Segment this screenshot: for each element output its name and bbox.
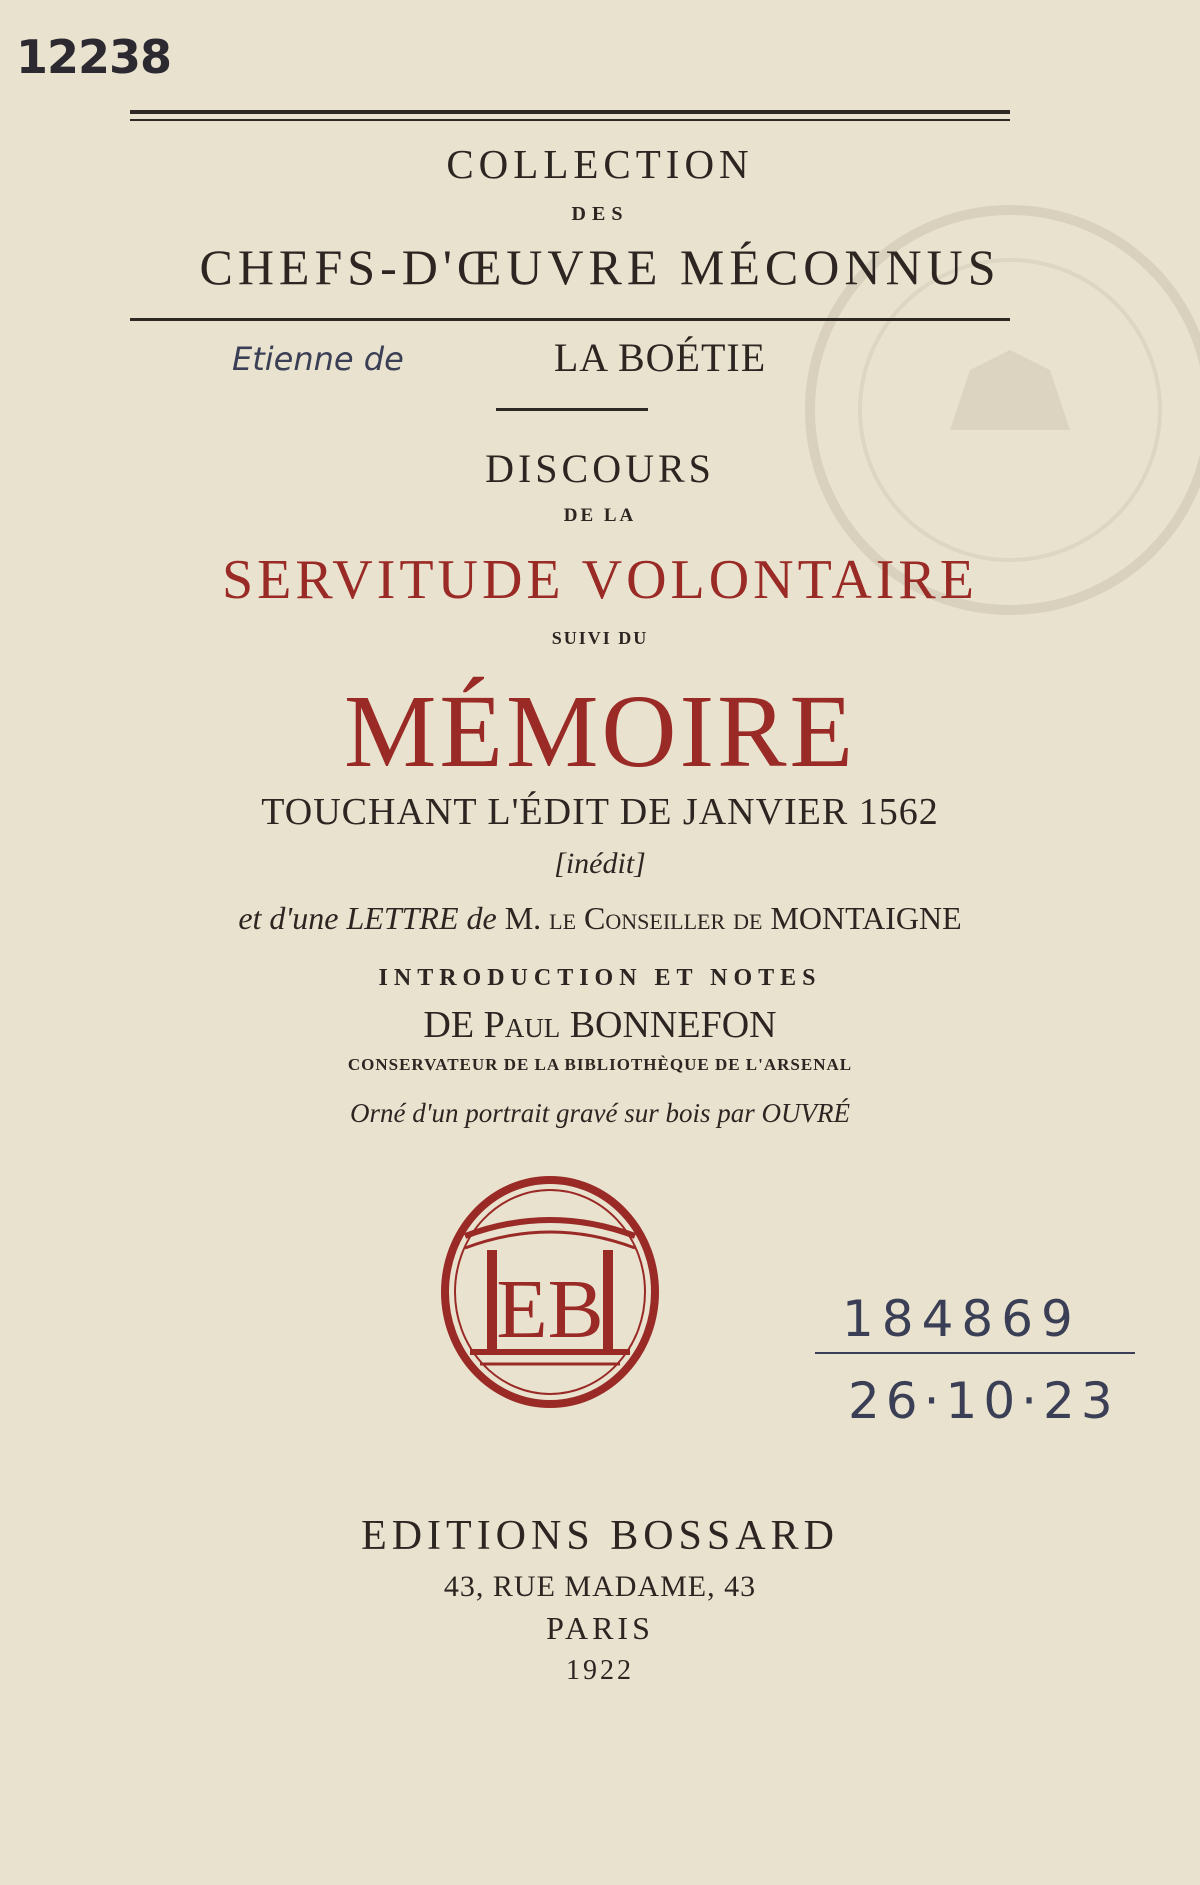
memoire-title: MÉMOIRE [343, 674, 857, 789]
letter-line-part-3: de [458, 900, 505, 936]
handwritten-call-number: 12238 [16, 30, 172, 84]
author-name: LA BOÉTIE [553, 335, 767, 380]
editor-firstname: Paul [483, 1004, 561, 1046]
collection-label: COLLECTION [446, 141, 754, 187]
editor-role: CONSERVATEUR DE LA BIBLIOTHÈQUE DE L'ARSENAL [347, 1055, 853, 1074]
introduction-line: INTRODUCTION ET NOTES [378, 965, 822, 991]
de-la-label: DE LA [563, 505, 637, 526]
top-double-rule-thin [130, 119, 1010, 121]
emblem-monogram: EB [496, 1263, 604, 1356]
suivi-du-label: SUIVI DU [551, 628, 649, 648]
main-title: SERVITUDE VOLONTAIRE [222, 549, 978, 611]
inedit-note: [inédit] [554, 847, 646, 880]
letter-line [0, 900, 1200, 937]
handwritten-rule [815, 1352, 1135, 1354]
handwritten-acquisition-date: 26·10·23 [848, 1372, 1119, 1430]
publisher-city: PARIS [546, 1610, 654, 1646]
letter-line-part-1: et d'une [238, 900, 347, 936]
top-double-rule [130, 110, 1010, 114]
handwritten-author-note: Etienne de [232, 340, 404, 378]
editor-lastname: BONNEFON [560, 1004, 777, 1046]
des-label: DES [571, 203, 629, 225]
letter-line-lettre: LETTRE [346, 900, 459, 936]
publisher-emblem [435, 1172, 665, 1412]
publication-year: 1922 [566, 1655, 634, 1686]
publisher-address: 43, RUE MADAME, 43 [443, 1570, 757, 1603]
handwritten-acquisition-number: 184869 [842, 1290, 1081, 1348]
discours-label: DISCOURS [485, 446, 715, 491]
letter-line-montaigne: MONTAIGNE [770, 900, 962, 936]
publisher-name: EDITIONS BOSSARD [361, 1513, 839, 1559]
memoire-subtitle: TOUCHANT L'ÉDIT DE JANVIER 1562 [261, 791, 939, 833]
editor-de: DE [423, 1004, 484, 1046]
series-title: CHEFS-D'ŒUVRE MÉCONNUS [199, 239, 1001, 295]
portrait-line [0, 1098, 1200, 1129]
letter-line-conseiller: M. le Conseiller de [504, 900, 771, 936]
author-underline [496, 408, 648, 411]
series-underline [130, 318, 1010, 321]
engraver-name: OUVRÉ [761, 1098, 851, 1128]
portrait-text: Orné d'un portrait gravé sur bois par [349, 1098, 762, 1128]
editor-line [0, 1003, 1200, 1047]
